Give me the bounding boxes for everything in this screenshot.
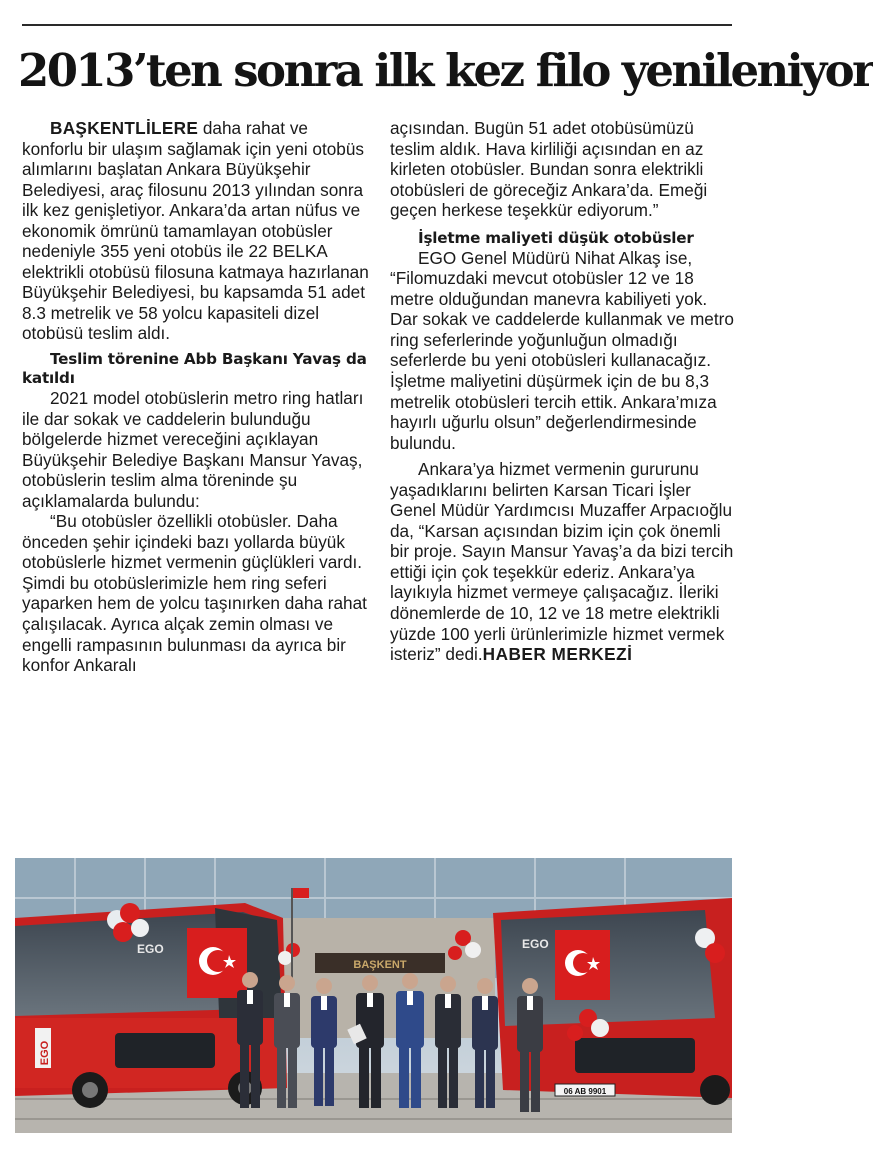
lead-paragraph: [22, 118, 370, 344]
article-column-left: [22, 118, 370, 676]
flag-small: [293, 888, 309, 898]
lead-word: BAŞKENTLİLERE: [50, 118, 199, 138]
article-column-right: [390, 118, 738, 665]
top-rule: [22, 24, 732, 26]
paragraph-yavas-quote: “Bu otobüsler özellikli otobüsler. Daha önceden şehir içindeki bazı yollarda büyük otobüslerle hizmet vermenin güçlükleri vardı. Şimdi bu otobüslerimizle hem ring seferi yaparken hem de yolcu taşınırken daha rahat çalışılacak. Ayrıca alçak zemin olması ve engelli rampasının bulunması da ayrıca bir konfor Ankaralı: [22, 511, 367, 676]
subhead-ceremony: Teslim törenine Abb Başkanı Yavaş da katıldı: [22, 350, 367, 388]
bus-left-brand: EGO: [137, 942, 164, 956]
paragraph-alkas: EGO Genel Müdürü Nihat Alkaş ise, “Filomuzdaki mevcut otobüsler 12 ve 18 metre olduğundan manevra kabiliyeti yok. Dar sokak ve caddelerde kullanmak ve metro ring seferlerinde yoğunluğun olmadığı seferlerde bu yeni otobüsleri kullanacağız. İşletme maliyetini düşürmek için de bu 8,3 metrelik otobüsleri tercih ettik. Ankara’mıza hayırlı uğurlu olsun” değerlendirmesinde bulundu.: [390, 247, 734, 453]
lead-paragraph-text: daha rahat ve konforlu bir ulaşım sağlamak için yeni otobüs alımlarını başlatan Ankara Büyükşehir Belediyesi, araç filosunu 2013 yılından sonra ilk kez genişletiyor. Ankara’da artan nüfus ve ekonomik ömrünü tamamlayan otobüsler nedeniyle 355 yeni otobüs ile 22 BELKA elektrikli otobüsü filosuna katmaya hazırlanan Büyükşehir Belediyesi, bu kapsamda 51 adet 8.3 metrelik ve 58 yolcu kapasiteli dizel otobüsü teslim aldı.: [22, 118, 369, 344]
bus-right-brand: EGO: [522, 937, 549, 951]
headline: 2013’ten sonra ilk kez filo yenileniyor: [18, 44, 873, 97]
flag-pole: [291, 888, 293, 988]
svg-text:EGO: EGO: [39, 1040, 51, 1066]
paragraph-arpacioglu: [390, 459, 738, 664]
building-sign: BAŞKENT: [353, 959, 407, 971]
paragraph-yavas-intro: 2021 model otobüslerin metro ring hatları ile dar sokak ve caddelerin bulunduğu bölgelerde hizmet vereceğini açıklayan Büyükşehir Belediye Başkanı Mansur Yavaş, otobüslerin teslim alma töreninde şu açıklamalarda bulundu:: [22, 388, 364, 511]
paragraph-quote-continued: açısından. Bugün 51 adet otobüsümüzü teslim aldık. Hava kirliliği açısından en az kirleten otobüsler. Bundan sonra elektrikli otobüsleri de göreceğiz Ankara’da. Emeği geçen herkese teşekkür ediyorum.”: [390, 118, 708, 221]
bus-plate: 06 AB 9901: [563, 1087, 607, 1096]
paragraph-arpacioglu-text: Ankara’ya hizmet vermenin gururunu yaşadıklarını belirten Karsan Ticari İşler Genel Müdür Yardımcısı Muzaffer Arpacıoğlu da, “Karsan açısından bizim için çok önemli bir proje. Sayın Mansur Yavaş’a da bizi tercih ettiği için çok teşekkür ederiz. Ankara’ya layıkıyla hizmet vermeye çalışacağız. İleriki dönemlerde de 10, 12 ve 18 metre elektrikli yüzde 100 yerli ürünlerimizle hizmet vermek isteriz” dedi.: [390, 459, 734, 665]
news-photo: [15, 858, 732, 1133]
byline: HABER MERKEZİ: [482, 644, 633, 665]
subhead-operating-cost: İşletme maliyeti düşük otobüsler: [418, 228, 694, 247]
